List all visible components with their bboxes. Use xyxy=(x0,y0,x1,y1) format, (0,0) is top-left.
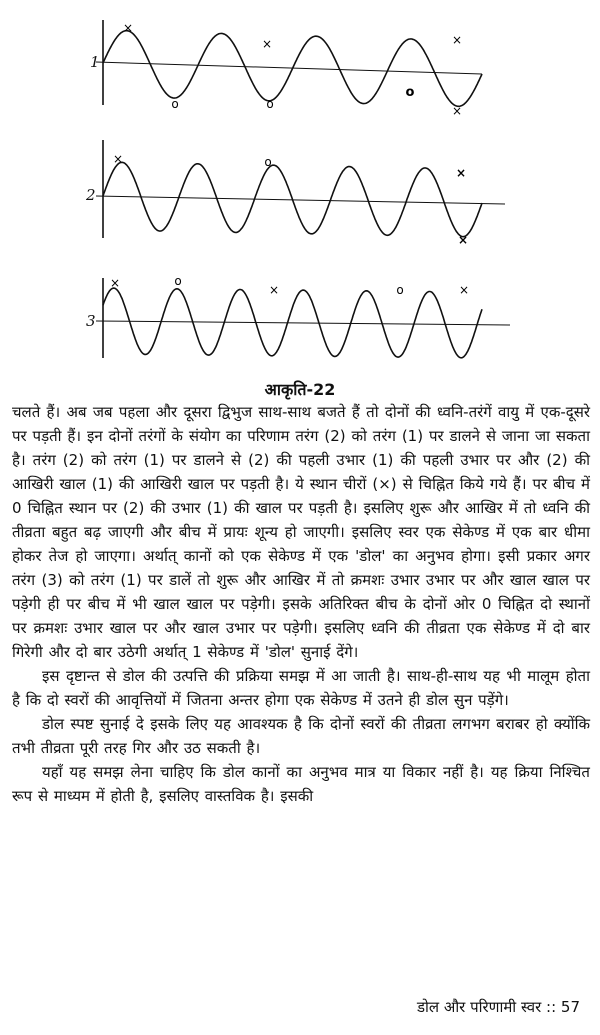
row1-mark: × xyxy=(451,104,463,118)
row2-mark: × xyxy=(457,233,469,247)
wave-2-path xyxy=(103,162,482,236)
row-label-2: 2 xyxy=(86,186,96,204)
body-text xyxy=(12,400,590,808)
paragraph: इस दृष्टान्त से डोल की उत्पत्ति की प्रक्रिया समझ में आ जाती है। साथ-ही-साथ यह भी मालूम होता है कि दो स्वरों की आवृत्तियों में जितना अन्तर होगा एक सेकेण्ड में उतने ही डोल सुन पड़ेंगे। xyxy=(12,667,590,709)
row1-mark: × xyxy=(261,37,273,51)
page-footer: डोल और परिणामी स्वर :: 57 xyxy=(416,998,580,1016)
row1-mark: o xyxy=(171,97,179,111)
wave-1-path xyxy=(103,31,482,107)
row3-mark: o xyxy=(174,274,182,288)
figure-caption: आकृति-22 xyxy=(264,380,336,399)
row2-mark: o xyxy=(264,155,272,169)
row3-mark: × xyxy=(268,283,280,297)
row1-mark: × xyxy=(451,33,463,47)
wave-figure xyxy=(0,0,600,370)
row1-mark: o xyxy=(266,97,274,111)
row3-mark: × xyxy=(109,276,121,290)
paragraph: डोल स्पष्ट सुनाई दे इसके लिए यह आवश्यक है कि दोनों स्वरों की तीव्रता लगभग बराबर हो क्योंकि तभी तीव्रता पूरी तरह गिर और उठ सकती है। xyxy=(12,715,590,757)
row2-mark: × xyxy=(455,166,467,180)
row1-mark: × xyxy=(122,21,134,35)
row3-baseline xyxy=(96,321,510,325)
paragraph: चलते हैं। अब जब पहला और दूसरा द्विभुज साथ-साथ बजते हैं तो दोनों की ध्वनि-तरंगें वायु में एक-दूसरे पर पड़ती हैं। इन दोनों तरंगों के संयोग का परिणाम तरंग (2) को तरंग (1) पर डालने से जाना जा सकता है। तरंग (2) को तरंग (1) पर डालने से (2) की पहली उभार (1) की पहली उभार पर और (2) की आखिरी खाल (1) की आखिरी खाल पर पड़ती है। ये स्थान चीरों (×) से चिह्नित किये गये हैं। पर बीच में 0 चिह्नित स्थान पर (2) की उभार (1) की खाल पर पड़ती है। इसलिए शुरू और आखिर में तो ध्वनि की तीव्रता बहुत बढ़ जाएगी और बीच में प्रायः शून्य हो जाएगी। इसलिए स्वर एक सेकेण्ड में एक बार धीमा होकर तेज हो जाएगा। अर्थात् कानों को एक सेकेण्ड में एक 'डोल' का अनुभव होगा। इसी प्रकार अगर तरंग (3) को तरंग (1) पर डालें तो शुरू और आखिर में तो क्रमशः उभार उभार पर और खाल खाल पर पड़ेगी ही पर बीच में भी खाल खाल पर पड़ेगी। इसके अतिरिक्त बीच के दोनों ओर 0 चिह्नित दो स्थानों पर क्रमशः उभार खाल पर और खाल उभार पर पड़ेगी। इसलिए ध्वनि की तीव्रता एक सेकेण्ड में दो बार गिरेगी और दो बार उठेगी अर्थात् 1 सेकेण्ड में 'डोल' सुनाई देंगे। xyxy=(12,403,590,661)
paragraph: यहाँ यह समझ लेना चाहिए कि डोल कानों का अनुभव मात्र या विकार नहीं है। यह क्रिया निश्चित रूप से माध्यम में होती है, इसलिए वास्तविक है। इसकी xyxy=(12,763,590,805)
row3-mark: × xyxy=(458,283,470,297)
row-label-3: 3 xyxy=(86,312,96,330)
row-label-1: 1 xyxy=(90,53,100,71)
row1-mark: o xyxy=(405,85,415,100)
row3-mark: o xyxy=(396,283,404,297)
row2-mark: × xyxy=(112,152,124,166)
